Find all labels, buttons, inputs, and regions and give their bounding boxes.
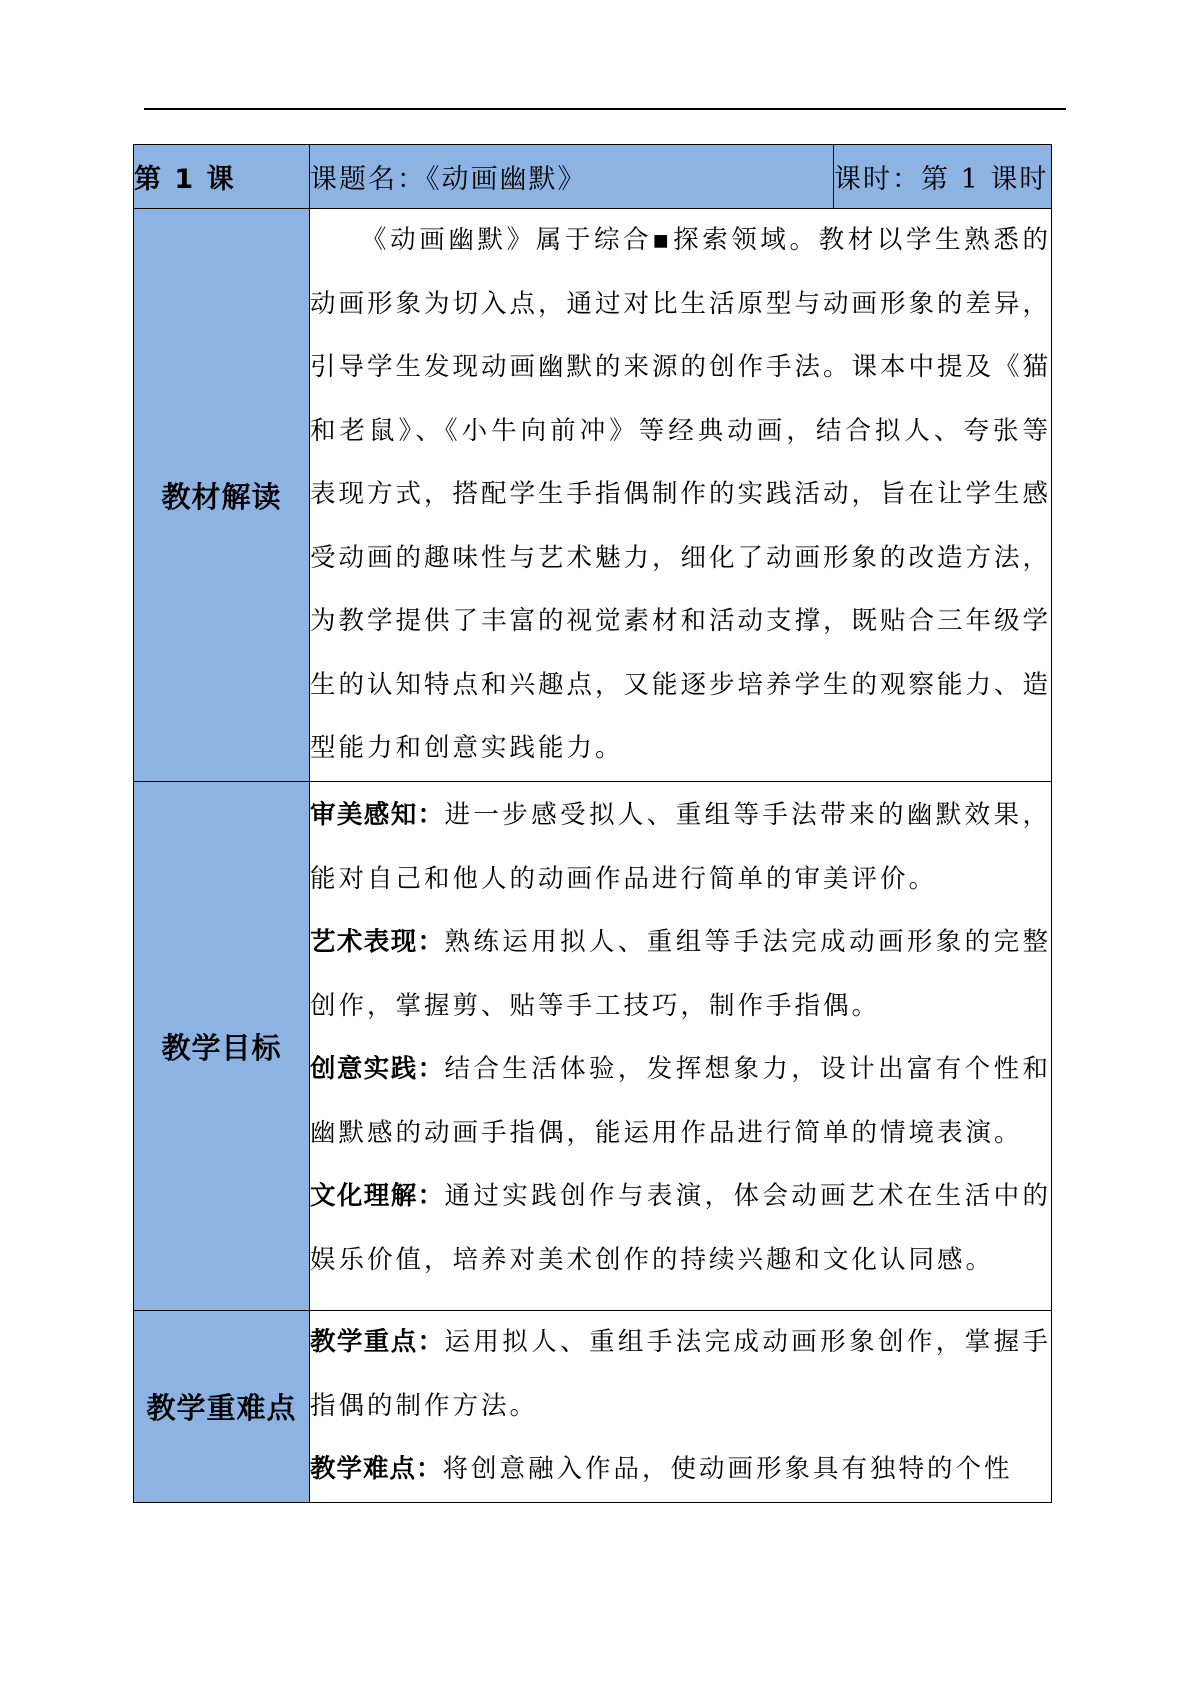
textbook-reading-cell — [310, 209, 1052, 782]
goal-text: 通过实践创作与表演，体会动画艺术在生活中的娱乐价值，培养对美术创作的持续兴趣和文化认同感。 — [310, 1181, 1051, 1275]
difficult-point — [310, 1438, 1051, 1502]
teaching-goals-label: 教学目标 — [134, 782, 310, 1311]
header-row — [134, 145, 1052, 209]
lesson-plan-table — [133, 144, 1052, 1503]
goal-creative — [310, 1038, 1051, 1165]
key-points-row — [134, 1311, 1052, 1503]
key-point-text: 运用拟人、重组手法完成动画形象创作，掌握手指偶的制作方法。 — [310, 1327, 1051, 1421]
lesson-number: 第 1 课 — [134, 145, 310, 209]
header-rule — [144, 108, 1066, 110]
textbook-reading-text: 《动画幽默》属于综合▪探索领域。教材以学生熟悉的动画形象为切入点，通过对比生活原型与动画形象的差异，引导学生发现动画幽默的来源的创作手法。课本中提及《猫和老鼠》、《小牛向前冲》等经典动画，结合拟人、夸张等表现方式，搭配学生手指偶制作的实践活动，旨在让学生感受动画的趣味性与艺术魅力，细化了动画形象的改造方法，为教学提供了丰富的视觉素材和活动支撑，既贴合三年级学生的认知特点和兴趣点，又能逐步培养学生的观察能力、造型能力和创意实践能力。 — [310, 225, 1052, 764]
goal-lead: 艺术表现： — [310, 927, 445, 957]
lesson-title: 课题名：《动画幽默》 — [310, 145, 834, 209]
textbook-reading-label: 教材解读 — [134, 209, 310, 782]
teaching-goals-cell — [310, 782, 1052, 1311]
goal-text: 进一步感受拟人、重组等手法带来的幽默效果，能对自己和他人的动画作品进行简单的审美评价。 — [310, 800, 1051, 894]
difficult-point-lead: 教学难点： — [310, 1454, 443, 1484]
textbook-reading-row — [134, 209, 1052, 782]
key-point-lead: 教学重点： — [310, 1327, 445, 1357]
goal-lead: 审美感知： — [310, 800, 445, 830]
goal-culture — [310, 1165, 1051, 1292]
lesson-hours: 课时：第 1 课时 — [834, 145, 1052, 209]
goal-lead: 创意实践： — [310, 1054, 445, 1084]
goal-text: 熟练运用拟人、重组等手法完成动画形象的完整创作，掌握剪、贴等手工技巧，制作手指偶。 — [310, 927, 1051, 1021]
goal-text: 结合生活体验，发挥想象力，设计出富有个性和幽默感的动画手指偶，能运用作品进行简单的情境表演。 — [310, 1054, 1051, 1148]
teaching-goals-row — [134, 782, 1052, 1311]
goal-lead: 文化理解： — [310, 1181, 445, 1211]
goal-expression — [310, 911, 1051, 1038]
goal-aesthetic — [310, 784, 1051, 911]
key-point — [310, 1311, 1051, 1438]
difficult-point-text: 将创意融入作品，使动画形象具有独特的个性 — [442, 1454, 1013, 1484]
key-points-label: 教学重难点 — [134, 1311, 310, 1503]
key-points-cell — [310, 1311, 1052, 1503]
